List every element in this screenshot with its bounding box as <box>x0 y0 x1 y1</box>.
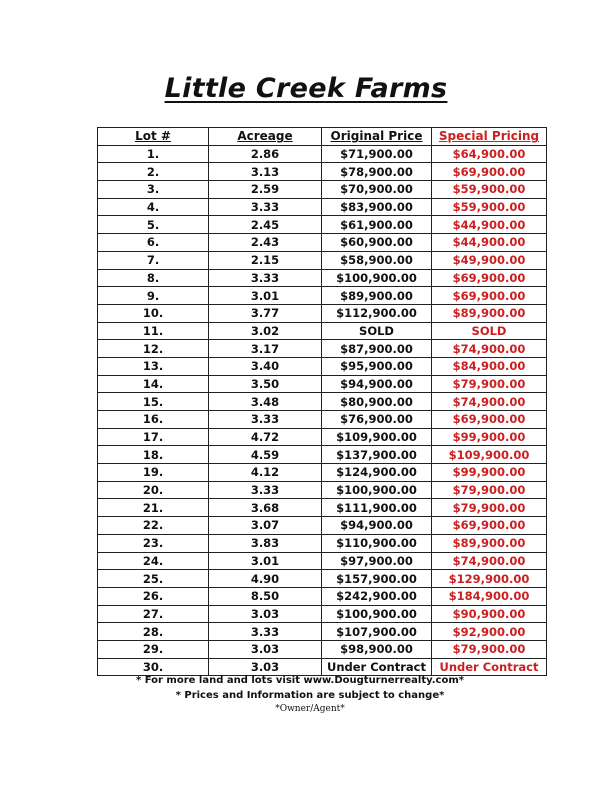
cell-acreage: 3.40 <box>209 357 322 375</box>
footer-website-note: * For more land and lots visit www.Dougturnerrealty.com* <box>136 675 464 686</box>
cell-lot: 30. <box>98 658 209 676</box>
cell-lot: 27. <box>98 605 209 623</box>
cell-lot: 7. <box>98 251 209 269</box>
cell-special-pricing: $89,900.00 <box>432 304 547 322</box>
cell-acreage: 3.83 <box>209 534 322 552</box>
cell-original-price: $95,900.00 <box>322 357 432 375</box>
table-row <box>98 499 547 517</box>
cell-special-pricing: $92,900.00 <box>432 623 547 641</box>
cell-original-price: $60,900.00 <box>322 234 432 252</box>
table-row <box>98 534 547 552</box>
cell-acreage: 3.01 <box>209 287 322 305</box>
header-acreage: Acreage <box>209 128 322 146</box>
table-row <box>98 517 547 535</box>
cell-special-pricing: $79,900.00 <box>432 375 547 393</box>
table-row <box>98 393 547 411</box>
cell-acreage: 3.02 <box>209 322 322 340</box>
table-row <box>98 163 547 181</box>
cell-original-price: $80,900.00 <box>322 393 432 411</box>
cell-original-price: SOLD <box>322 322 432 340</box>
table-row <box>98 198 547 216</box>
table-row <box>98 269 547 287</box>
cell-acreage: 3.48 <box>209 393 322 411</box>
cell-lot: 3. <box>98 181 209 199</box>
cell-special-pricing: $79,900.00 <box>432 481 547 499</box>
cell-acreage: 8.50 <box>209 587 322 605</box>
table-row <box>98 464 547 482</box>
table-row <box>98 481 547 499</box>
cell-lot: 28. <box>98 623 209 641</box>
cell-acreage: 4.72 <box>209 428 322 446</box>
table-body <box>98 145 547 676</box>
cell-acreage: 3.33 <box>209 481 322 499</box>
cell-special-pricing: $74,900.00 <box>432 393 547 411</box>
cell-original-price: $242,900.00 <box>322 587 432 605</box>
cell-lot: 19. <box>98 464 209 482</box>
cell-acreage: 3.33 <box>209 269 322 287</box>
cell-lot: 25. <box>98 570 209 588</box>
cell-original-price: $61,900.00 <box>322 216 432 234</box>
cell-special-pricing: $64,900.00 <box>432 145 547 163</box>
cell-original-price: $97,900.00 <box>322 552 432 570</box>
table-row <box>98 411 547 429</box>
cell-special-pricing: $69,900.00 <box>432 269 547 287</box>
cell-original-price: $112,900.00 <box>322 304 432 322</box>
cell-special-pricing: $109,900.00 <box>432 446 547 464</box>
cell-acreage: 2.59 <box>209 181 322 199</box>
cell-special-pricing: $74,900.00 <box>432 552 547 570</box>
footer-owner-agent: *Owner/Agent* <box>275 704 345 714</box>
header-special-pricing: Special Pricing <box>432 128 547 146</box>
cell-acreage: 3.68 <box>209 499 322 517</box>
cell-acreage: 3.03 <box>209 640 322 658</box>
cell-acreage: 3.33 <box>209 198 322 216</box>
cell-special-pricing: $49,900.00 <box>432 251 547 269</box>
cell-acreage: 3.50 <box>209 375 322 393</box>
cell-acreage: 2.45 <box>209 216 322 234</box>
table-row <box>98 658 547 676</box>
cell-original-price: $94,900.00 <box>322 375 432 393</box>
cell-original-price: $58,900.00 <box>322 251 432 269</box>
table-row <box>98 304 547 322</box>
cell-original-price: $83,900.00 <box>322 198 432 216</box>
cell-special-pricing: $74,900.00 <box>432 340 547 358</box>
cell-special-pricing: $89,900.00 <box>432 534 547 552</box>
cell-special-pricing: $184,900.00 <box>432 587 547 605</box>
table-row <box>98 251 547 269</box>
cell-special-pricing: $79,900.00 <box>432 499 547 517</box>
cell-original-price: $111,900.00 <box>322 499 432 517</box>
table-row <box>98 605 547 623</box>
cell-acreage: 4.12 <box>209 464 322 482</box>
cell-original-price: $110,900.00 <box>322 534 432 552</box>
cell-acreage: 3.17 <box>209 340 322 358</box>
cell-special-pricing: $69,900.00 <box>432 163 547 181</box>
cell-lot: 21. <box>98 499 209 517</box>
cell-special-pricing: $84,900.00 <box>432 357 547 375</box>
cell-special-pricing: $79,900.00 <box>432 640 547 658</box>
cell-special-pricing: $59,900.00 <box>432 181 547 199</box>
cell-original-price: $109,900.00 <box>322 428 432 446</box>
cell-original-price: $100,900.00 <box>322 269 432 287</box>
cell-special-pricing: $44,900.00 <box>432 216 547 234</box>
cell-acreage: 4.59 <box>209 446 322 464</box>
cell-special-pricing: $90,900.00 <box>432 605 547 623</box>
cell-original-price: $137,900.00 <box>322 446 432 464</box>
cell-original-price: $94,900.00 <box>322 517 432 535</box>
header-lot: Lot # <box>98 128 209 146</box>
cell-acreage: 3.07 <box>209 517 322 535</box>
table-row <box>98 570 547 588</box>
table-row <box>98 322 547 340</box>
cell-lot: 18. <box>98 446 209 464</box>
cell-original-price: $76,900.00 <box>322 411 432 429</box>
table-row <box>98 623 547 641</box>
table-row <box>98 145 547 163</box>
cell-special-pricing: Under Contract <box>432 658 547 676</box>
cell-original-price: $78,900.00 <box>322 163 432 181</box>
cell-original-price: $100,900.00 <box>322 481 432 499</box>
cell-original-price: $89,900.00 <box>322 287 432 305</box>
cell-acreage: 3.77 <box>209 304 322 322</box>
cell-original-price: $98,900.00 <box>322 640 432 658</box>
cell-special-pricing: $99,900.00 <box>432 428 547 446</box>
cell-lot: 26. <box>98 587 209 605</box>
cell-acreage: 3.03 <box>209 605 322 623</box>
table-row <box>98 181 547 199</box>
cell-lot: 16. <box>98 411 209 429</box>
table-row <box>98 552 547 570</box>
cell-lot: 4. <box>98 198 209 216</box>
cell-original-price: $107,900.00 <box>322 623 432 641</box>
cell-lot: 10. <box>98 304 209 322</box>
cell-special-pricing: $69,900.00 <box>432 411 547 429</box>
table-row <box>98 640 547 658</box>
footer-disclaimer: * Prices and Information are subject to change* <box>175 690 445 701</box>
cell-acreage: 3.01 <box>209 552 322 570</box>
cell-acreage: 2.15 <box>209 251 322 269</box>
table-row <box>98 587 547 605</box>
cell-lot: 5. <box>98 216 209 234</box>
cell-lot: 8. <box>98 269 209 287</box>
table-header-row <box>98 128 547 146</box>
page-title: Little Creek Farms <box>164 73 448 104</box>
cell-original-price: $100,900.00 <box>322 605 432 623</box>
cell-original-price: $87,900.00 <box>322 340 432 358</box>
cell-special-pricing: $69,900.00 <box>432 287 547 305</box>
table-row <box>98 357 547 375</box>
cell-lot: 12. <box>98 340 209 358</box>
header-original-price: Original Price <box>322 128 432 146</box>
cell-lot: 1. <box>98 145 209 163</box>
cell-special-pricing: $44,900.00 <box>432 234 547 252</box>
cell-lot: 29. <box>98 640 209 658</box>
cell-acreage: 4.90 <box>209 570 322 588</box>
table-row <box>98 287 547 305</box>
cell-lot: 14. <box>98 375 209 393</box>
table-row <box>98 428 547 446</box>
cell-original-price: $70,900.00 <box>322 181 432 199</box>
cell-original-price: $124,900.00 <box>322 464 432 482</box>
cell-special-pricing: $129,900.00 <box>432 570 547 588</box>
table-row <box>98 234 547 252</box>
cell-lot: 2. <box>98 163 209 181</box>
cell-lot: 15. <box>98 393 209 411</box>
cell-special-pricing: $69,900.00 <box>432 517 547 535</box>
cell-original-price: $71,900.00 <box>322 145 432 163</box>
cell-lot: 17. <box>98 428 209 446</box>
cell-lot: 11. <box>98 322 209 340</box>
cell-acreage: 3.13 <box>209 163 322 181</box>
cell-lot: 20. <box>98 481 209 499</box>
cell-special-pricing: $59,900.00 <box>432 198 547 216</box>
table-row <box>98 340 547 358</box>
table-row <box>98 446 547 464</box>
cell-lot: 9. <box>98 287 209 305</box>
pricing-table <box>97 127 547 676</box>
table-row <box>98 216 547 234</box>
cell-original-price: Under Contract <box>322 658 432 676</box>
cell-special-pricing: $99,900.00 <box>432 464 547 482</box>
cell-acreage: 2.43 <box>209 234 322 252</box>
cell-acreage: 3.33 <box>209 623 322 641</box>
cell-original-price: $157,900.00 <box>322 570 432 588</box>
cell-acreage: 3.03 <box>209 658 322 676</box>
cell-lot: 22. <box>98 517 209 535</box>
cell-lot: 23. <box>98 534 209 552</box>
cell-lot: 24. <box>98 552 209 570</box>
cell-special-pricing: SOLD <box>432 322 547 340</box>
cell-lot: 13. <box>98 357 209 375</box>
cell-acreage: 2.86 <box>209 145 322 163</box>
cell-acreage: 3.33 <box>209 411 322 429</box>
table-row <box>98 375 547 393</box>
cell-lot: 6. <box>98 234 209 252</box>
